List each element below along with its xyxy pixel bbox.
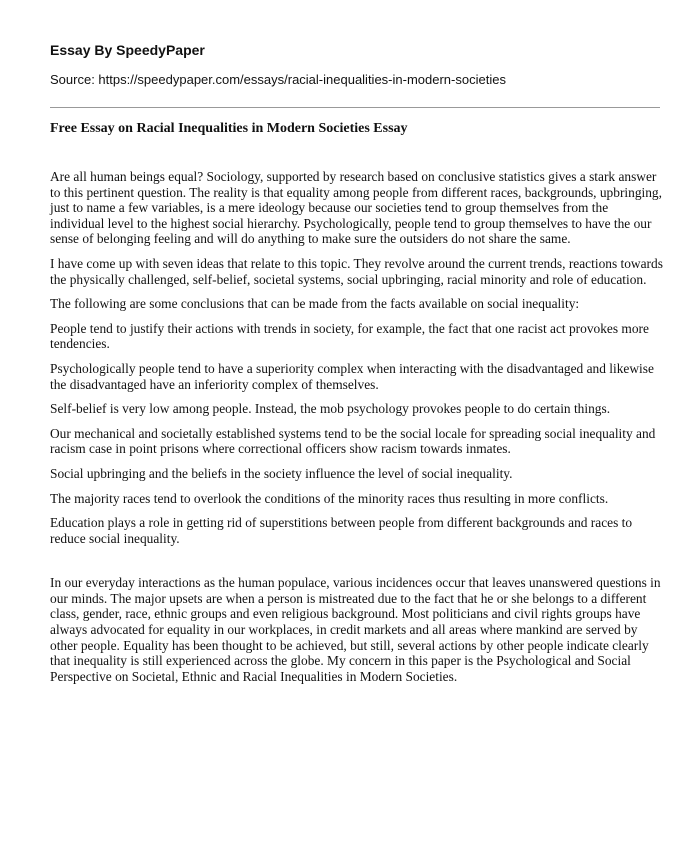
essay-title: Free Essay on Racial Inequalities in Modern Societies Essay xyxy=(50,121,408,136)
paragraph: The majority races tend to overlook the conditions of the minority races thus resulting in more conflicts. xyxy=(50,490,609,506)
header-divider xyxy=(50,107,660,108)
paragraph: Self-belief is very low among people. Instead, the mob psychology provokes people to do certain things. xyxy=(50,401,611,417)
paragraph: Education plays a role in getting rid of superstitions between people from different backgrounds and races to reduce social inequality. xyxy=(50,515,633,546)
source-url: Source: https://speedypaper.com/essays/racial-inequalities-in-modern-societies xyxy=(50,72,506,87)
paragraph: Our mechanical and societally established systems tend to be the social locale for spreading social inequality and racism case in point prisons where correctional officers show racism towards inmates. xyxy=(50,425,656,457)
essay-body xyxy=(50,169,665,693)
paragraph: People tend to justify their actions with trends in society, for example, the fact that one racist act provokes more tendencies. xyxy=(50,320,649,352)
paragraph: Psychologically people tend to have a superiority complex when interacting with the disadvantaged and likewise the disadvantaged have an inferiority complex of themselves. xyxy=(50,360,654,392)
paragraph: Social upbringing and the beliefs in the society influence the level of social inequality. xyxy=(50,465,513,481)
paragraph: Are all human beings equal? Sociology, supported by research based on conclusive statistics gives a stark answer to this pertinent question. The reality is that equality among people from different races, backgrounds, upbringing, just to name a few variables, is a mere ideology because our societies tend to group themselves from the individual level to the highest social hierarchy. Psychologically, people tend to group themselves to have the our sense of belonging feeling and will do anything to make sure the outsiders do not share the same. xyxy=(50,169,662,247)
paragraph: The following are some conclusions that can be made from the facts available on social inequality: xyxy=(50,296,580,312)
paragraph: In our everyday interactions as the human populace, various incidences occur that leaves unanswered questions in our minds. The major upsets are when a person is mistreated due to the fact that he or she belongs to a different class, gender, race, ethnic groups and even religious background. Most politicians and civil rights groups have always advocated for equality in our workplaces, in credit markets and all areas where mankind are served by other people. Equality has been thought to be achieved, but still, several actions by other people indicate clearly that inequality is still experienced across the globe. My concern in this paper is the Psychological and Social Perspective on Societal, Ethnic and Racial Inequalities in Modern Societies. xyxy=(50,575,661,684)
paragraph: I have come up with seven ideas that relate to this topic. They revolve around the current trends, reactions towards the physically challenged, self-belief, societal systems, social upbringing, racial minority and role of education. xyxy=(50,255,663,287)
publisher-title: Essay By SpeedyPaper xyxy=(50,42,205,58)
